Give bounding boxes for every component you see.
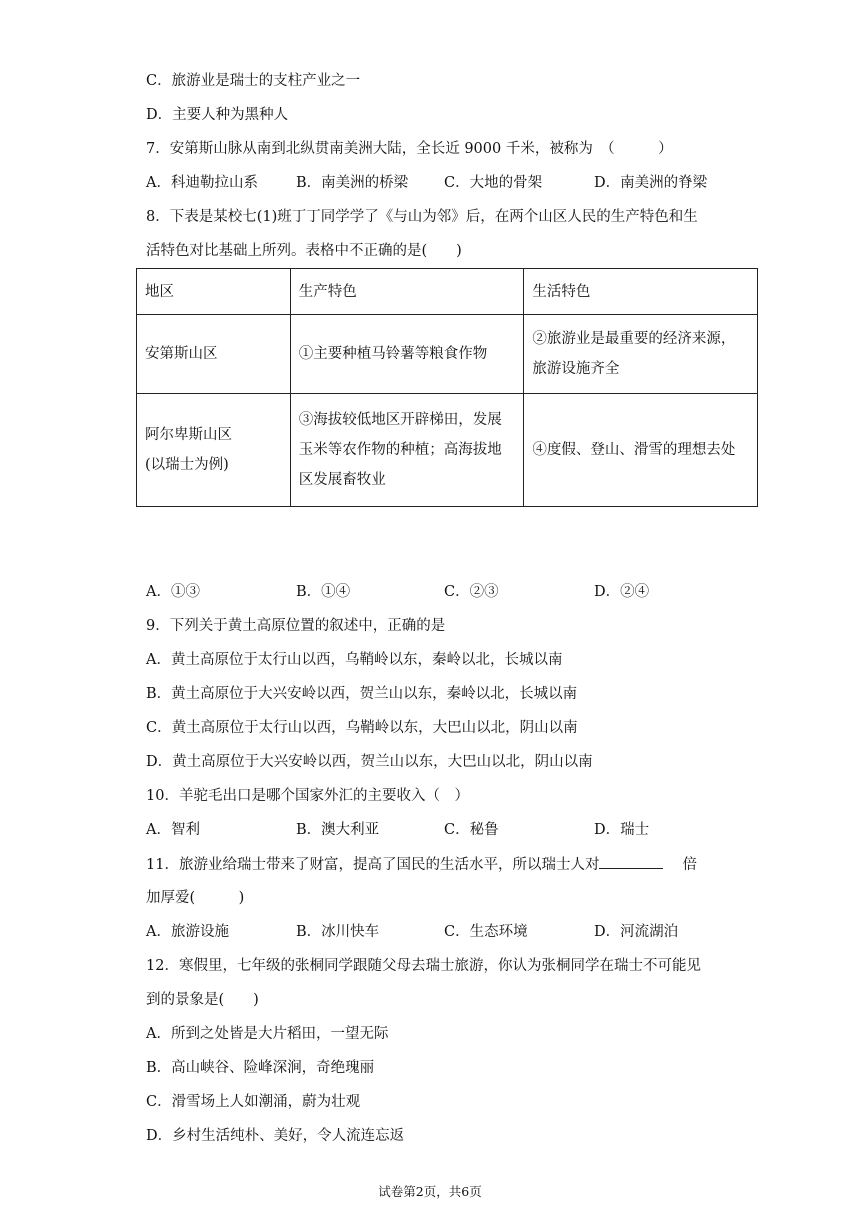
q12-option-a: A．所到之处皆是大片稻田，一望无际 — [146, 1026, 389, 1042]
q9-option-d: D．黄土高原位于大兴安岭以西，贺兰山以东，大巴山以北，阴山以南 — [146, 754, 593, 770]
question-12-line2: 到的景象是( ) — [146, 992, 259, 1008]
region-name: 阿尔卑斯山区 — [145, 427, 232, 443]
q8-option-d: D．②④ — [594, 584, 650, 600]
question-9: 9．下列关于黄土高原位置的叙述中，正确的是 — [146, 618, 446, 634]
q11-option-a: A．旅游设施 — [146, 924, 229, 940]
q11-text-end: 倍 — [663, 857, 698, 873]
q12-option-b: B．高山峡谷、险峰深涧，奇绝瑰丽 — [146, 1060, 375, 1076]
q9-option-c: C．黄土高原位于太行山以西，乌鞘岭以东，大巴山以北，阴山以南 — [146, 720, 578, 736]
question-8-line2: 活特色对比基础上所列。表格中不正确的是( ) — [146, 243, 462, 259]
q9-option-a: A．黄土高原位于太行山以西，乌鞘岭以东，秦岭以北，长城以南 — [146, 652, 563, 668]
table-cell-region — [137, 394, 291, 507]
table-header-region: 地区 — [137, 269, 291, 315]
table-cell-life: ②旅游业是最重要的经济来源，旅游设施齐全 — [524, 315, 758, 394]
q7-option-a: A．科迪勒拉山系 — [146, 175, 258, 191]
q11-option-b: B．冰川快车 — [296, 924, 380, 940]
question-12-line1: 12．寒假里，七年级的张桐同学跟随父母去瑞士旅游，你认为张桐同学在瑞士不可能见 — [146, 958, 701, 974]
q8-option-c: C．②③ — [444, 584, 499, 600]
comparison-table — [136, 268, 758, 507]
q10-option-c: C．秘鲁 — [444, 822, 499, 838]
question-8-line1: 8．下表是某校七(1)班丁丁同学学了《与山为邻》后，在两个山区人民的生产特色和生 — [146, 209, 698, 225]
q7-option-c: C．大地的骨架 — [444, 175, 543, 191]
question-11-line1 — [146, 854, 697, 875]
table-cell-life: ④度假、登山、滑雪的理想去处 — [524, 394, 758, 507]
q11-text: 11．旅游业给瑞士带来了财富，提高了国民的生活水平，所以瑞士人对 — [146, 857, 600, 873]
page-footer: 试卷第2页，共6页 — [378, 1184, 482, 1199]
q7-option-b: B．南美洲的桥梁 — [296, 175, 409, 191]
question-7: 7．安第斯山脉从南到北纵贯南美洲大陆，全长近 9000 千米，被称为 （ ） — [146, 141, 673, 157]
q9-option-b: B．黄土高原位于大兴安岭以西，贺兰山以东，秦岭以北，长城以南 — [146, 686, 578, 702]
q11-option-c: C．生态环境 — [444, 924, 528, 940]
q10-option-b: B．澳大利亚 — [296, 822, 380, 838]
q8-option-b: B．①④ — [296, 584, 351, 600]
table-cell-region: 安第斯山区 — [137, 315, 291, 394]
table-cell-production: ①主要种植马铃薯等粮食作物 — [290, 315, 524, 394]
table-row — [137, 394, 758, 507]
table-header-production: 生产特色 — [290, 269, 524, 315]
q8-option-a: A．①③ — [146, 584, 200, 600]
q11-option-d: D．河流湖泊 — [594, 924, 679, 940]
q7-option-d: D．南美洲的脊梁 — [594, 175, 708, 191]
q12-option-c: C．滑雪场上人如潮涌，蔚为壮观 — [146, 1094, 361, 1110]
q10-option-a: A．智利 — [146, 822, 200, 838]
answer-blank — [599, 854, 663, 869]
table-header-row — [137, 269, 758, 315]
q6-option-d: D．主要人种为黑种人 — [146, 107, 289, 123]
question-10: 10．羊驼毛出口是哪个国家外汇的主要收入（ ） — [146, 788, 469, 804]
q6-option-c: C．旅游业是瑞士的支柱产业之一 — [146, 73, 361, 89]
q12-option-d: D．乡村生活纯朴、美好，令人流连忘返 — [146, 1128, 405, 1144]
table-row — [137, 315, 758, 394]
question-11-line2: 加厚爱( ) — [146, 890, 245, 906]
table-header-life: 生活特色 — [524, 269, 758, 315]
region-note: (以瑞士为例) — [145, 457, 229, 473]
table-cell-production: ③海拔较低地区开辟梯田，发展玉米等农作物的种植；高海拔地区发展畜牧业 — [290, 394, 524, 507]
q10-option-d: D．瑞士 — [594, 822, 650, 838]
